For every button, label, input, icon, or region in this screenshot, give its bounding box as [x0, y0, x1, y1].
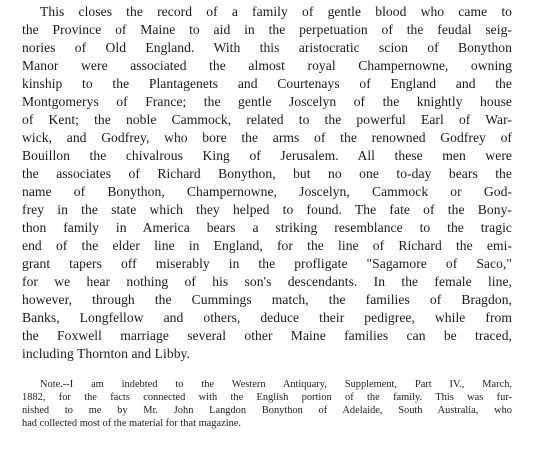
paragraph-line: This closes the record of a family of gentle blood who came to: [40, 4, 512, 19]
paragraph-line: kinship to the Plantagenets and Courtenays of England and the: [22, 76, 512, 91]
paragraph-line: for we hear nothing of his son's descendants. In the female line,: [22, 274, 512, 289]
paragraph-line: frey in the state which they helped to found. The fate of the Bony-: [22, 202, 512, 217]
paragraph-line: wick, and Godfrey, who bore the arms of the renowned Godfrey of: [22, 130, 512, 145]
paragraph-line: grant tapers off miserably in the profligate "Sagamore of Saco,": [22, 256, 512, 271]
paragraph-line: thon family in America bears a striking resemblance to the tragic: [22, 220, 512, 235]
paragraph-line-last: including Thornton and Libby.: [22, 346, 190, 361]
paragraph-line: Montgomerys of France; the gentle Joscelyn of the knightly house: [22, 94, 512, 109]
paragraph-line: the associates of Richard Bonython, but no one to-day bears the: [22, 166, 512, 181]
paragraph-line: the Foxwell marriage several other Maine families can be traced,: [22, 328, 512, 343]
paragraph-line: of Kent; the noble Cammock, related to the powerful Earl of War-: [22, 112, 512, 127]
paragraph-line: Bouillon the chivalrous King of Jerusalem. All these men were: [22, 148, 512, 163]
paragraph-line: name of Bonython, Champernowne, Joscelyn, Cammock or God-: [22, 184, 512, 199]
paragraph-line: nories of Old England. With this aristocratic scion of Bonython: [22, 40, 512, 55]
paragraph-line: however, through the Cummings match, the families of Bragdon,: [22, 292, 512, 307]
paragraph-line: end of the elder line in England, for the line of Richard the emi-: [22, 238, 512, 253]
footnote-line: Note.--I am indebted to the Western Antiquary, Supplement, Part IV., March,: [40, 379, 512, 390]
footnote-line: 1882, for the facts connected with the English portion of the family. This was fur-: [22, 392, 512, 403]
paragraph-line: Manor were associated the almost royal Champernowne, owning: [22, 58, 512, 73]
paragraph-line: Banks, Longfellow and others, deduce their pedigree, while from: [22, 310, 512, 325]
footnote-line-last: had collected most of the material for that magazine.: [22, 418, 241, 429]
paragraph-line: the Province of Maine to aid in the perpetuation of the feudal seig-: [22, 22, 512, 37]
footnote-line: nished to me by Mr. John Langdon Bonython of Adelaide, South Australia, who: [22, 405, 512, 416]
